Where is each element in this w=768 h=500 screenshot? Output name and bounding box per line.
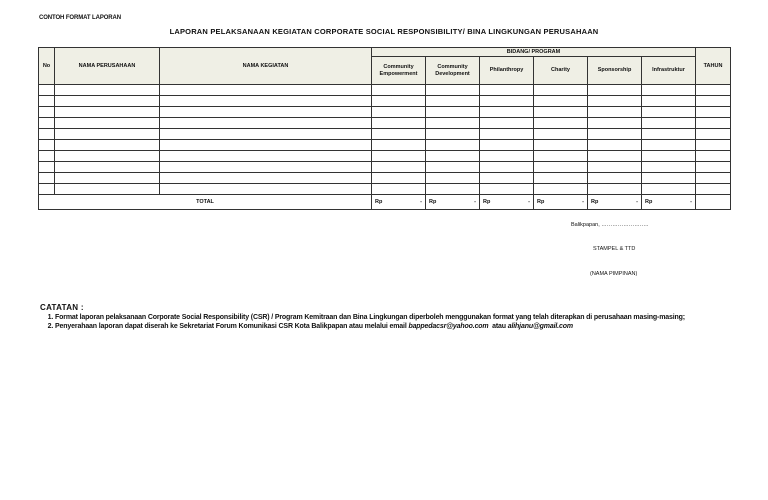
table-cell <box>696 85 731 96</box>
note-item: 1. Format laporan pelaksanaan Corporate Social Responsibility (CSR) / Program Kemitraan dan Bina Lingkungan diperboleh menggunakan format yang telah diterapkan di perusahaan masing-masing; <box>55 313 685 322</box>
signature-leader-name: (NAMA PIMPINAN) <box>590 271 638 277</box>
signature-place-date: Balikpapan, …………………….. <box>571 222 649 228</box>
table-cell <box>480 96 534 107</box>
table-cell <box>39 107 55 118</box>
table-row <box>39 140 731 151</box>
table-cell <box>426 107 480 118</box>
table-cell <box>588 140 642 151</box>
currency-label: Rp <box>375 198 383 205</box>
table-cell <box>372 184 426 195</box>
table-cell <box>55 107 160 118</box>
table-cell <box>696 140 731 151</box>
table-cell <box>588 107 642 118</box>
currency-label: Rp <box>591 198 599 205</box>
table-cell <box>160 129 372 140</box>
total-cell <box>588 195 642 210</box>
table-cell <box>642 96 696 107</box>
table-cell <box>55 85 160 96</box>
table-cell <box>534 184 588 195</box>
table-cell <box>372 107 426 118</box>
table-cell <box>160 173 372 184</box>
table-cell <box>39 184 55 195</box>
table-cell <box>426 184 480 195</box>
table-cell <box>480 107 534 118</box>
header-program-community-empowerment: Community Empowerment <box>372 57 426 85</box>
table-cell <box>39 140 55 151</box>
table-cell <box>642 184 696 195</box>
table-cell <box>696 151 731 162</box>
table-row <box>39 107 731 118</box>
table-cell <box>696 107 731 118</box>
table-cell <box>480 118 534 129</box>
table-cell <box>160 151 372 162</box>
total-cell <box>426 195 480 210</box>
header-no: No <box>39 48 55 85</box>
table-cell <box>696 118 731 129</box>
table-cell <box>642 107 696 118</box>
table-cell <box>372 85 426 96</box>
csr-report-table <box>38 47 731 210</box>
table-cell <box>55 96 160 107</box>
table-cell <box>160 184 372 195</box>
header-program-charity: Charity <box>534 57 588 85</box>
table-cell <box>426 96 480 107</box>
header-year: TAHUN <box>696 48 731 85</box>
table-cell <box>642 118 696 129</box>
table-cell <box>588 85 642 96</box>
email-link[interactable]: bappedacsr@yahoo.com <box>408 323 489 330</box>
table-cell <box>372 140 426 151</box>
table-cell <box>160 85 372 96</box>
table-cell <box>39 162 55 173</box>
table-cell <box>426 129 480 140</box>
table-cell <box>642 151 696 162</box>
table-cell <box>39 96 55 107</box>
table-cell <box>160 107 372 118</box>
currency-label: Rp <box>429 198 437 205</box>
table-cell <box>426 151 480 162</box>
table-cell <box>480 140 534 151</box>
table-cell <box>588 151 642 162</box>
table-cell <box>160 118 372 129</box>
table-cell <box>426 162 480 173</box>
table-cell <box>534 107 588 118</box>
table-row <box>39 129 731 140</box>
table-cell <box>55 118 160 129</box>
total-value: - <box>420 198 422 205</box>
table-cell <box>534 129 588 140</box>
table-cell <box>426 85 480 96</box>
table-cell <box>534 85 588 96</box>
total-value: - <box>474 198 476 205</box>
table-cell <box>39 85 55 96</box>
table-cell <box>372 118 426 129</box>
table-cell <box>55 140 160 151</box>
total-label: TOTAL <box>39 195 372 210</box>
table-cell <box>372 129 426 140</box>
total-cell <box>480 195 534 210</box>
currency-label: Rp <box>537 198 545 205</box>
table-cell <box>55 173 160 184</box>
format-example-label: CONTOH FORMAT LAPORAN <box>39 15 122 21</box>
table-cell <box>534 173 588 184</box>
table-cell <box>534 118 588 129</box>
table-row <box>39 162 731 173</box>
header-program-infrastruktur: Infrastruktur <box>642 57 696 85</box>
table-cell <box>642 85 696 96</box>
total-cell <box>372 195 426 210</box>
table-cell <box>372 96 426 107</box>
header-program-philanthropy: Philanthropy <box>480 57 534 85</box>
table-cell <box>160 140 372 151</box>
table-cell <box>480 162 534 173</box>
report-title: LAPORAN PELAKSANAAN KEGIATAN CORPORATE SOCIAL RESPONSIBILITY/ BINA LINGKUNGAN PERUSAHAAN <box>169 27 599 36</box>
header-program-group: BIDANG/ PROGRAM <box>372 48 696 57</box>
table-cell <box>642 129 696 140</box>
table-cell <box>39 118 55 129</box>
email-link[interactable]: alihjanu@gmail.com <box>507 323 573 330</box>
note-text: atau <box>488 323 508 330</box>
table-cell <box>696 96 731 107</box>
table-cell <box>480 173 534 184</box>
table-cell <box>372 173 426 184</box>
table-row <box>39 118 731 129</box>
table-cell <box>696 162 731 173</box>
table-cell <box>534 96 588 107</box>
table-cell <box>696 184 731 195</box>
table-row <box>39 184 731 195</box>
header-program-sponsorship: Sponsorship <box>588 57 642 85</box>
table-cell <box>588 118 642 129</box>
table-cell <box>534 151 588 162</box>
table-row <box>39 96 731 107</box>
table-cell <box>588 129 642 140</box>
table-cell <box>696 173 731 184</box>
table-cell <box>426 140 480 151</box>
table-cell <box>480 184 534 195</box>
note-item <box>55 322 685 331</box>
header-company-name: NAMA PERUSAHAAN <box>55 48 160 85</box>
table-cell <box>55 151 160 162</box>
table-cell <box>39 173 55 184</box>
table-row <box>39 151 731 162</box>
total-value: - <box>636 198 638 205</box>
note-text: Penyerahaan laporan dapat diserah ke Sekretariat Forum Komunikasi CSR Kota Balikpapan atau melalui email <box>55 323 409 330</box>
table-cell <box>372 162 426 173</box>
table-cell <box>588 96 642 107</box>
table-cell <box>642 140 696 151</box>
header-activity-name: NAMA KEGIATAN <box>160 48 372 85</box>
total-cell <box>534 195 588 210</box>
table-cell <box>588 173 642 184</box>
table-cell <box>160 96 372 107</box>
notes-section <box>40 303 685 331</box>
total-value: - <box>582 198 584 205</box>
table-cell <box>588 162 642 173</box>
table-cell <box>534 162 588 173</box>
table-cell <box>55 129 160 140</box>
table-cell <box>426 173 480 184</box>
table-cell <box>55 162 160 173</box>
total-row <box>39 195 731 210</box>
currency-label: Rp <box>483 198 491 205</box>
table-cell <box>588 184 642 195</box>
table-cell <box>642 162 696 173</box>
total-year-cell <box>696 195 731 210</box>
currency-label: Rp <box>645 198 653 205</box>
table-row <box>39 85 731 96</box>
table-cell <box>480 129 534 140</box>
notes-title: CATATAN : <box>40 303 84 312</box>
signature-stamp: STAMPEL & TTD <box>593 246 636 252</box>
header-program-community-development: Community Development <box>426 57 480 85</box>
table-cell <box>534 140 588 151</box>
table-cell <box>372 151 426 162</box>
table-cell <box>160 162 372 173</box>
table-cell <box>642 173 696 184</box>
total-value: - <box>528 198 530 205</box>
table-row <box>39 173 731 184</box>
table-cell <box>39 151 55 162</box>
table-cell <box>696 129 731 140</box>
table-cell <box>426 118 480 129</box>
table-cell <box>480 85 534 96</box>
table-cell <box>480 151 534 162</box>
total-value: - <box>690 198 693 205</box>
table-cell <box>55 184 160 195</box>
table-cell <box>39 129 55 140</box>
total-cell <box>642 195 696 210</box>
